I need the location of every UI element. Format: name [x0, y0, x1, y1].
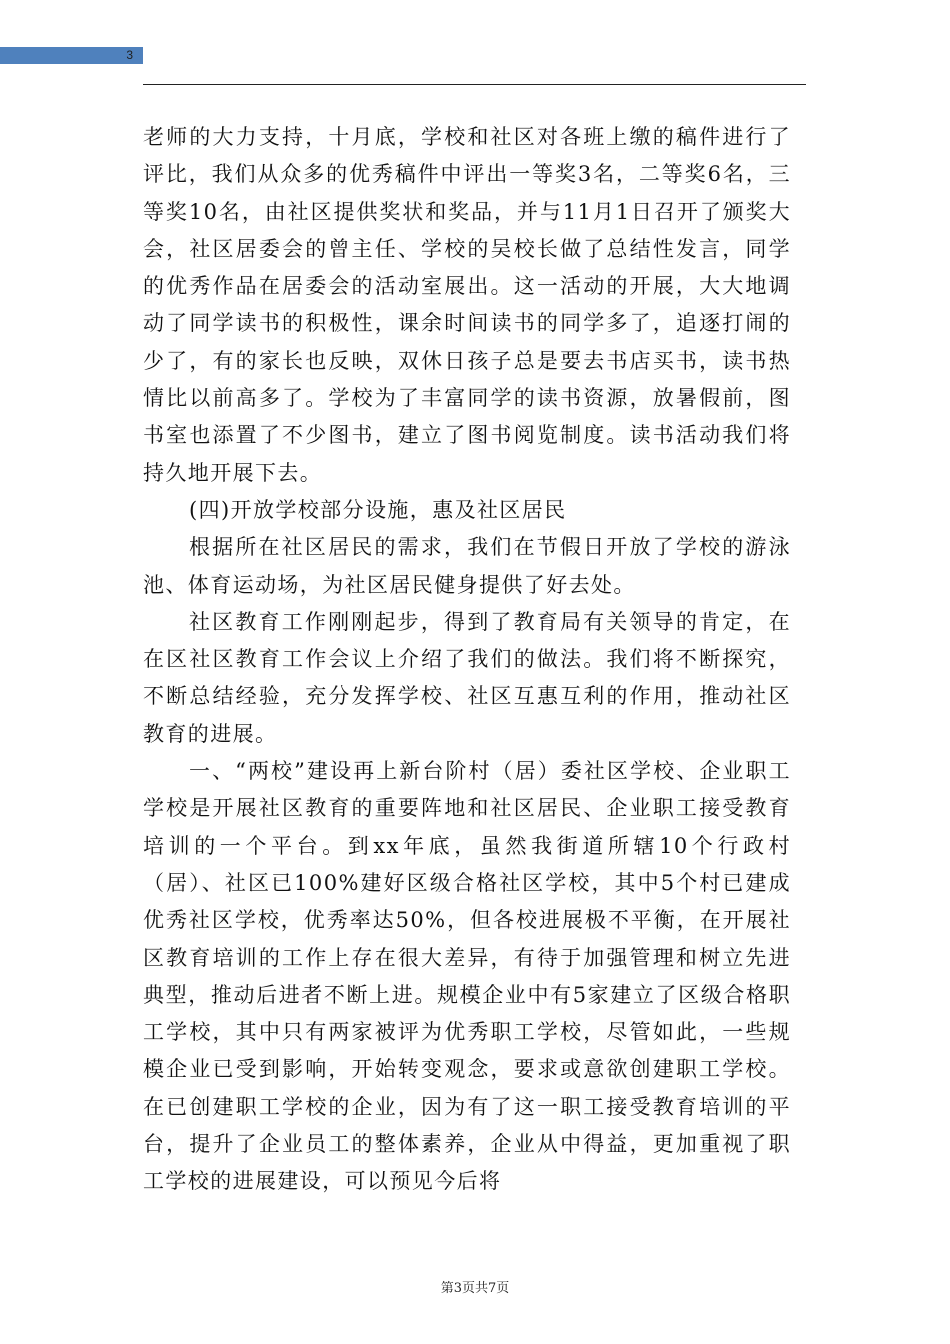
- paragraph: 根据所在社区居民的需求，我们在节假日开放了学校的游泳池、体育运动场，为社区居民健身提供了好去处。: [143, 535, 791, 597]
- page-number-tab: [0, 47, 143, 64]
- page-tab-number: 3: [126, 48, 133, 62]
- section-heading: (四)开放学校部分设施，惠及社区居民: [189, 497, 567, 522]
- document-body: [143, 119, 791, 1201]
- paragraph-continued: 老师的大力支持，十月底，学校和社区对各班上缴的稿件进行了评比，我们从众多的优秀稿件中评出一等奖3名，二等奖6名，三等奖10名，由社区提供奖状和奖品，并与11月1日召开了颁奖大会，社区居委会的曾主任、学校的吴校长做了总结性发言，同学的优秀作品在居委会的活动室展出。这一活动的开展，大大地调动了同学读书的积极性，课余时间读书的同学多了，追逐打闹的少了，有的家长也反映，双休日孩子总是要去书店买书，读书热情比以前高多了。学校为了丰富同学的读书资源，放暑假前，图书室也添置了不少图书，建立了图书阅览制度。读书活动我们将持久地开展下去。: [143, 125, 791, 485]
- paragraph: 社区教育工作刚刚起步，得到了教育局有关领导的肯定，在在区社区教育工作会议上介绍了我们的做法。我们将不断探究，不断总结经验，充分发挥学校、社区互惠互利的作用，推动社区教育的进展。: [143, 609, 791, 746]
- page-footer: 第3页共7页: [440, 1281, 510, 1296]
- paragraph: 一、“两校”建设再上新台阶村（居）委社区学校、企业职工学校是开展社区教育的重要阵地和社区居民、企业职工接受教育培训的一个平台。到xx年底，虽然我街道所辖10个行政村（居）、社区已100%建好区级合格社区学校，其中5个村已建成优秀社区学校，优秀率达50%，但各校进展极不平衡，在开展社区教育培训的工作上存在很大差异，有待于加强管理和树立先进典型，推动后进者不断上进。规模企业中有5家建立了区级合格职工学校，其中只有两家被评为优秀职工学校，尽管如此，一些规模企业已受到影响，开始转变观念，要求或意欲创建职工学校。在已创建职工学校的企业，因为有了这一职工接受教育培训的平台，提升了企业员工的整体素养，企业从中得益，更加重视了职工学校的进展建设，可以预见今后将: [143, 759, 791, 1194]
- header-divider: [143, 84, 806, 85]
